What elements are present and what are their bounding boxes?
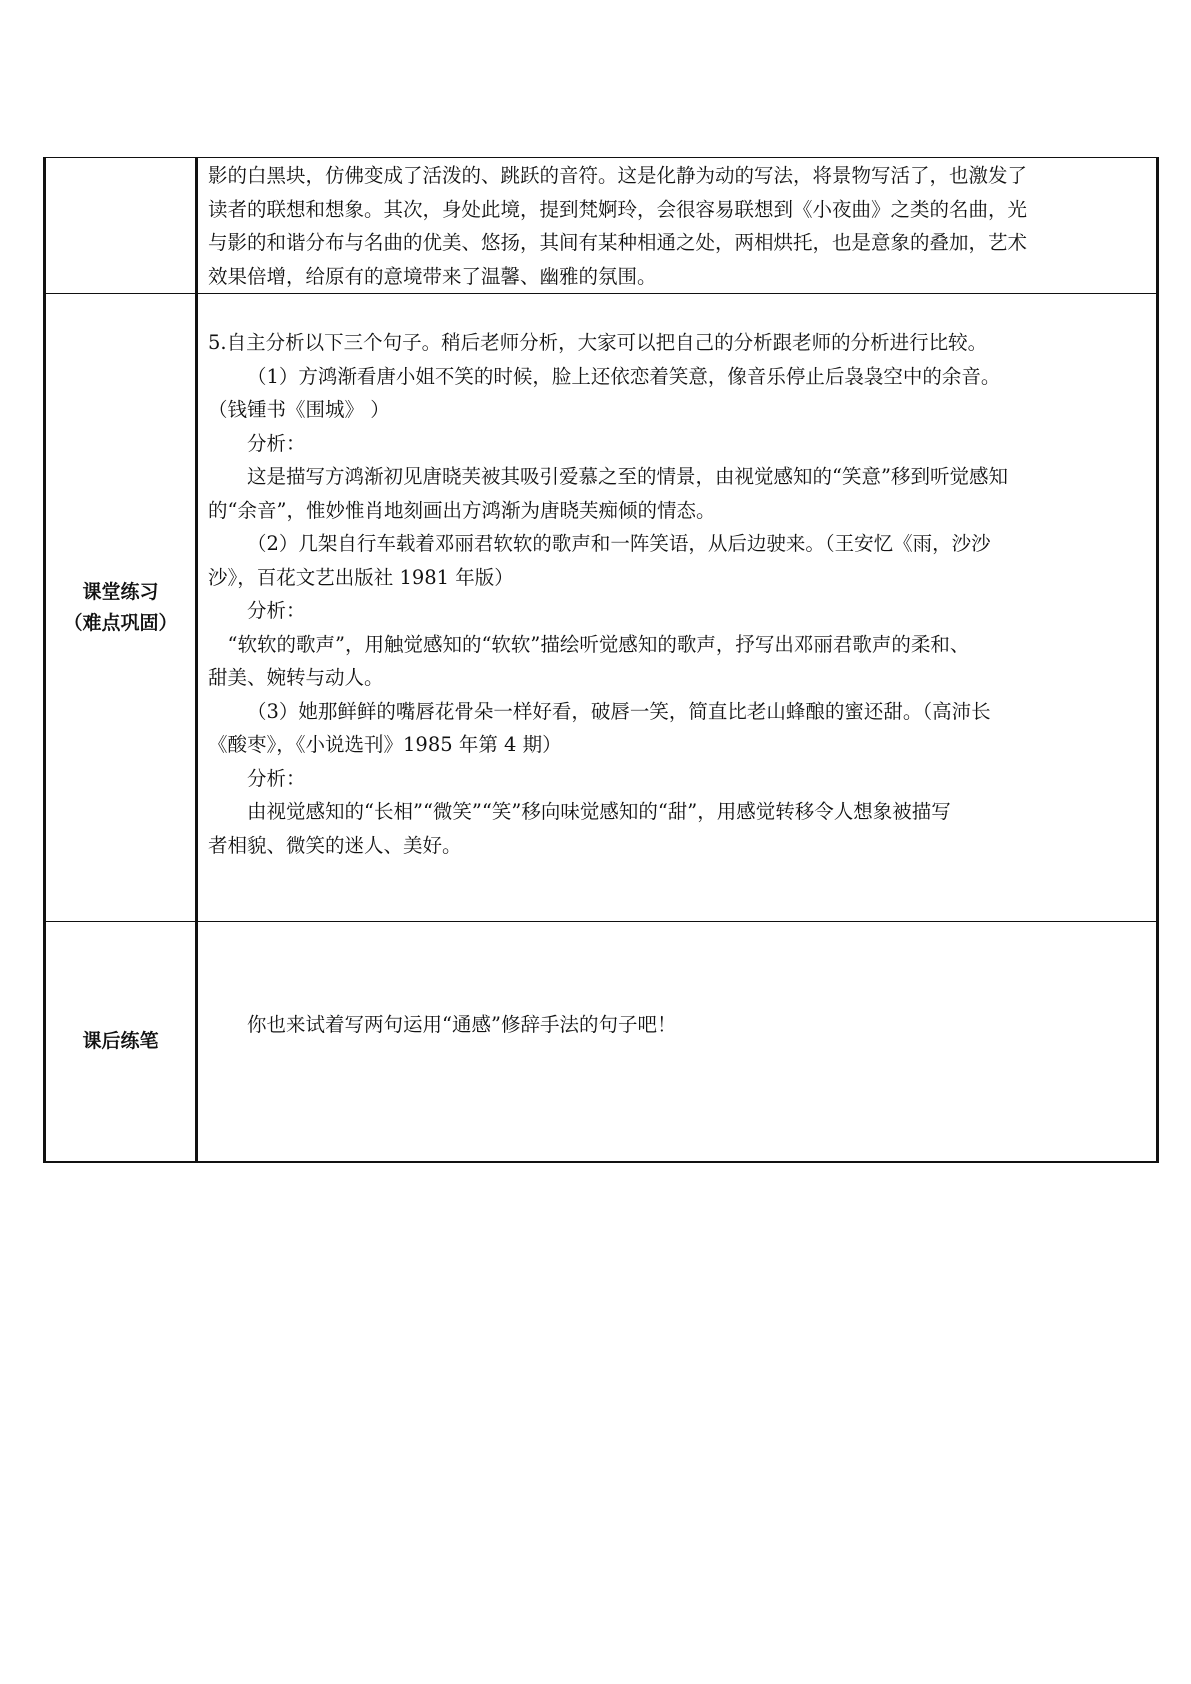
writing-prompt: 你也来试着写两句运用“通感”修辞手法的句子吧！ bbox=[247, 1013, 677, 1036]
sentence-1-line: （1）方鸿渐看唐小姐不笑的时候，脸上还依恋着笑意，像音乐停止后袅袅空中的余音。 bbox=[247, 364, 1001, 388]
row-label-empty bbox=[45, 158, 197, 294]
content-line: 与影的和谐分布与名曲的优美、悠扬，其间有某种相通之处，两相烘托，也是意象的叠加，艺术 bbox=[208, 231, 1028, 254]
classroom-practice-content bbox=[197, 294, 1158, 922]
sentence-1-source: （钱锺书《围城》 ） bbox=[208, 398, 390, 421]
analysis-2-line: 甜美、婉转与动人。 bbox=[208, 666, 384, 689]
table-row-after-class-writing bbox=[45, 922, 1158, 1162]
row-label-classroom-practice bbox=[45, 294, 197, 922]
analysis-1-line: 的“余音”，惟妙惟肖地刻画出方鸿渐为唐晓芙痴倾的情态。 bbox=[208, 498, 716, 522]
exercise-intro: 5.自主分析以下三个句子。稍后老师分析，大家可以把自己的分析跟老师的分析进行比较。 bbox=[208, 331, 988, 354]
label-line: 课堂练习 bbox=[82, 580, 159, 603]
table-row-classroom-practice bbox=[45, 294, 1158, 922]
table-row-continued bbox=[45, 158, 1158, 294]
row-label-after-class-writing: 课后练笔 bbox=[45, 922, 197, 1162]
sentence-2-line: （2）几架自行车载着邓丽君软软的歌声和一阵笑语，从后边驶来。（王安忆《雨，沙沙 bbox=[247, 532, 991, 555]
analysis-3-line: 由视觉感知的“长相”“微笑”“笑”移向味觉感知的“甜”，用感觉转移令人想象被描写 bbox=[247, 800, 951, 823]
lesson-table bbox=[43, 157, 1159, 1163]
label-line: （难点巩固） bbox=[63, 611, 178, 634]
after-class-writing-content bbox=[197, 922, 1158, 1162]
analysis-label: 分析： bbox=[247, 431, 306, 455]
sentence-3-source: 《酸枣》，《小说选刊》1985 年第 4 期） bbox=[208, 733, 562, 756]
analysis-1-line: 这是描写方鸿渐初见唐晓芙被其吸引爱慕之至的情景，由视觉感知的“笑意”移到听觉感知 bbox=[247, 465, 1008, 488]
analysis-label: 分析： bbox=[247, 766, 306, 790]
content-line: 效果倍增，给原有的意境带来了温馨、幽雅的氛围。 bbox=[208, 264, 657, 288]
continued-content-cell bbox=[197, 158, 1158, 294]
content-line: 影的白黑块，仿佛变成了活泼的、跳跃的音符。这是化静为动的写法，将景物写活了，也激发了 bbox=[208, 164, 1028, 187]
analysis-label: 分析： bbox=[247, 599, 306, 622]
analysis-3-line: 者相貌、微笑的迷人、美好。 bbox=[208, 833, 462, 857]
sentence-2-source: 沙》，百花文艺出版社 1981 年版） bbox=[208, 565, 514, 589]
content-line: 读者的联想和想象。其次，身处此境，提到梵婀玲，会很容易联想到《小夜曲》之类的名曲，光 bbox=[208, 197, 1028, 221]
sentence-3-line: （3）她那鲜鲜的嘴唇花骨朵一样好看，破唇一笑，简直比老山蜂酿的蜜还甜。（高沛长 bbox=[247, 699, 991, 723]
analysis-2-line: “软软的歌声”，用触觉感知的“软软”描绘听觉感知的歌声，抒写出邓丽君歌声的柔和、 bbox=[227, 632, 970, 656]
